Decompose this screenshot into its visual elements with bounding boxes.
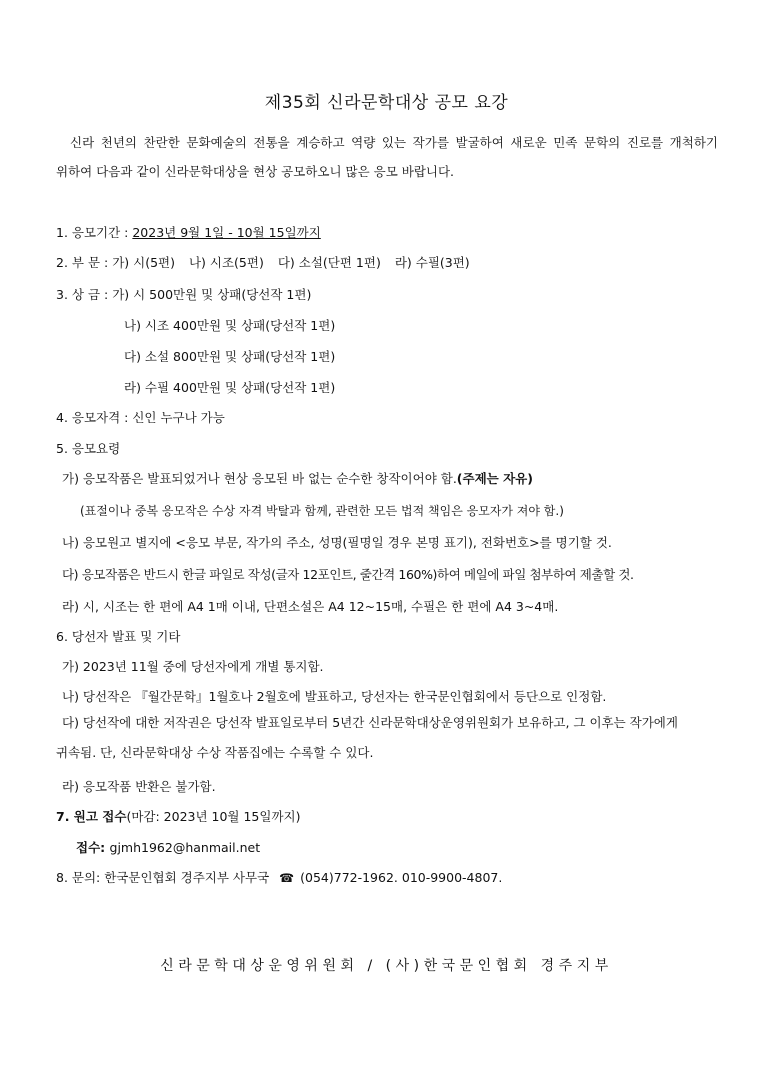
notice-d: 라) 응모작품 반환은 불가함. [62, 779, 216, 794]
notice-c: 다) 당선작에 대한 저작권은 당선작 발표일로부터 5년간 신라문학대상운영위원회가 보유하고, 그 이후는 작가에게 귀속됨. 단, 신라문학대상 수상 작품집에는 수록할 수 있다. [56, 715, 678, 760]
section-1-period [56, 224, 321, 242]
guideline-c: 다) 응모작품은 반드시 한글 파일로 작성(글자 12포인트, 줄간격 160%)하여 메일에 파일 첨부하여 제출할 것. [62, 567, 634, 582]
category-sijo: 나) 시조(5편) [188, 255, 264, 270]
inquiry-phone: (054)772-1962. 010-9900-4807. [300, 870, 503, 885]
section-5-label: 5. 응모요령 [56, 441, 121, 456]
section-7-submission [56, 808, 301, 826]
telephone-icon: ☎ [279, 871, 295, 885]
notice-a: 가) 2023년 11월 중에 당선자에게 개별 통지함. [62, 659, 324, 674]
section-1-label: 1. 응모기간 : [56, 225, 133, 240]
category-essay: 라) 수필(3편) [394, 255, 470, 270]
guideline-a-note: (표절이나 중복 응모작은 수상 자격 박탈과 함께, 관련한 모든 법적 책임은 응모자가 져야 함.) [80, 504, 564, 518]
section-3-label: 3. 상 금 : [56, 287, 113, 302]
section-3-prize [56, 286, 311, 304]
submission-deadline: (마감: 2023년 10월 15일까지) [126, 809, 301, 824]
guideline-a [62, 470, 533, 488]
inquiry-label: 8. 문의: 한국문인협회 경주지부 사무국 [56, 870, 270, 885]
notice-b: 나) 당선작은 『월간문학』1월호나 2월호에 발표하고, 당선자는 한국문인협회에서 등단으로 인정함. [62, 689, 607, 704]
guideline-d: 라) 시, 시조는 한 편에 A4 1매 이내, 단편소설은 A4 12~15매, 수필은 한 편에 A4 3~4매. [62, 599, 559, 614]
guideline-a-theme: (주제는 자유) [456, 471, 533, 486]
prize-poem: 가) 시 500만원 및 상패(당선작 1편) [112, 287, 312, 302]
footer-organizer: 신라문학대상운영위원회 / (사)한국문인협회 경주지부 [160, 958, 613, 974]
guideline-a-text: 가) 응모작품은 발표되었거나 현상 응모된 바 없는 순수한 창작이어야 함. [62, 471, 457, 486]
section-2-label: 2. 부 문 : [56, 255, 113, 270]
email-label: 접수: [76, 840, 110, 855]
intro-paragraph: 신라 천년의 찬란한 문화예술의 전통을 계승하고 역량 있는 작가를 발굴하여 새로운 민족 문학의 진로를 개척하기 위하여 다음과 같이 신라문학대상을 현상 공모하오니 많은 응모 바랍니다. [56, 135, 718, 179]
section-2-categories [56, 254, 470, 272]
prize-essay: 라) 수필 400만원 및 상패(당선작 1편) [124, 380, 336, 395]
email-address: gjmh1962@hanmail.net [109, 840, 261, 855]
section-7-label: 7. 원고 접수 [56, 809, 127, 824]
section-8-inquiry [56, 869, 502, 887]
section-6-label: 6. 당선자 발표 및 기타 [56, 629, 181, 644]
prize-novel: 다) 소설 800만원 및 상패(당선작 1편) [124, 349, 336, 364]
submission-email-line [76, 839, 260, 857]
page-title: 제35회 신라문학대상 공모 요강 [264, 93, 509, 113]
category-novel: 다) 소설(단편 1편) [277, 255, 381, 270]
section-4-eligibility: 4. 응모자격 : 신인 누구나 가능 [56, 410, 225, 425]
prize-sijo: 나) 시조 400만원 및 상패(당선작 1편) [124, 318, 336, 333]
section-1-value: 2023년 9월 1일 - 10월 15일까지 [132, 225, 321, 240]
guideline-b: 나) 응모원고 별지에 <응모 부문, 작가의 주소, 성명(필명일 경우 본명 표기), 전화번호>를 명기할 것. [62, 535, 612, 550]
category-poem: 가) 시(5편) [112, 255, 175, 270]
